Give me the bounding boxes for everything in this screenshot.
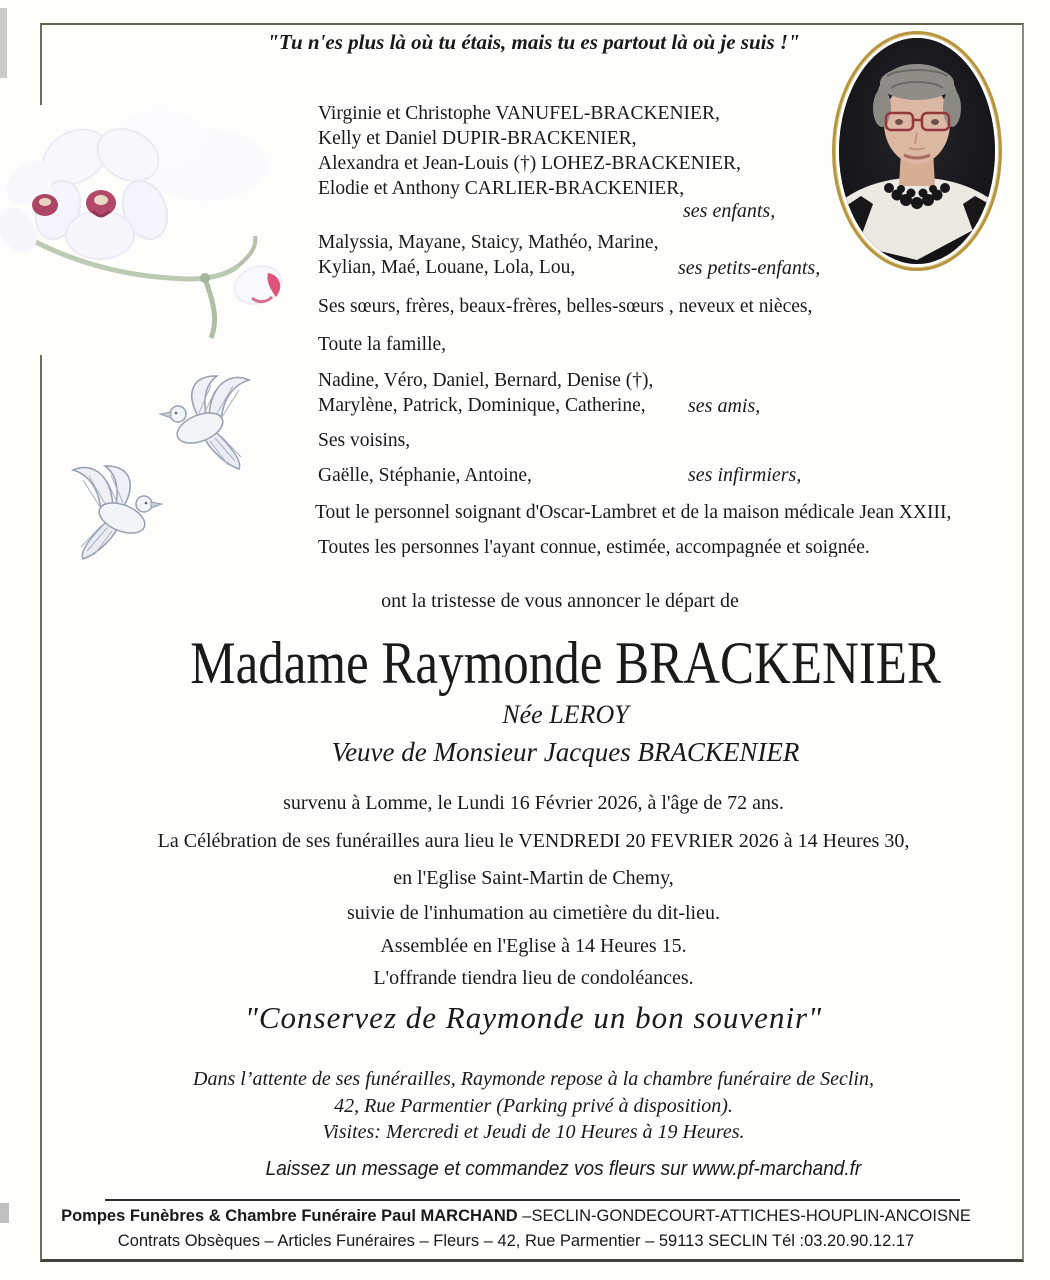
doves-art	[55, 373, 270, 565]
siblings-line: Ses sœurs, frères, beaux-frères, belles-sœurs , neveux et nièces,	[318, 296, 813, 317]
footer-company-name: Pompes Funèbres & Chambre Funéraire Paul MARCHAND	[61, 1207, 523, 1225]
orchid-art	[0, 105, 300, 355]
neighbors-line: Ses voisins,	[318, 430, 411, 451]
friends-line: Nadine, Véro, Daniel, Bernard, Denise (†),	[318, 370, 654, 391]
celebration-line: La Célébration de ses funérailles aura lieu le VENDREDI 20 FEVRIER 2026 à 14 Heures 30,	[157, 830, 910, 852]
children-line: Elodie et Anthony CARLIER-BRACKENIER,	[318, 178, 685, 199]
dove-upper	[160, 376, 249, 469]
children-label: ses enfants,	[683, 200, 776, 222]
dove-lower	[73, 466, 162, 559]
repose-line-2: 42, Rue Parmentier (Parking privé à disposition).	[334, 1095, 733, 1117]
children-line: Virginie et Christophe VANUFEL-BRACKENIER,	[318, 103, 720, 124]
opening-quote: "Tu n'es plus là où tu étais, mais tu es partout là où je suis !"	[267, 30, 800, 54]
friends-label: ses amis,	[688, 395, 761, 417]
grandchildren-line: Malyssia, Mayane, Staicy, Mathéo, Marine,	[318, 232, 659, 253]
footer-company-cities: –SECLIN-GONDECOURT-ATTICHES-HOUPLIN-ANCOISNE	[522, 1207, 971, 1225]
remembrance-motto: "Conservez de Raymonde un bon souvenir"	[244, 1000, 823, 1035]
friends-line: Marylène, Patrick, Dominique, Catherine,	[318, 395, 646, 416]
repose-line-1: Dans l’attente de ses funérailles, Raymonde repose à la chambre funéraire de Seclin,	[193, 1068, 874, 1090]
nurses-line: Gaëlle, Stéphanie, Antoine,	[318, 465, 532, 486]
portrait-photo	[839, 38, 995, 264]
maiden-name: Née LEROY	[502, 700, 629, 729]
footer-divider	[105, 1199, 960, 1201]
grandchildren-line: Kylian, Maé, Louane, Lola, Lou,	[318, 257, 576, 278]
care-staff-line: Tout le personnel soignant d'Oscar-Lambret et de la maison médicale Jean XXIII,	[315, 502, 952, 523]
children-line: Kelly et Daniel DUPIR-BRACKENIER,	[318, 128, 637, 149]
deceased-name-heading	[92, 632, 1039, 694]
offering-line: L'offrande tiendra lieu de condoléances.	[373, 967, 694, 989]
whole-family-line: Toute la famille,	[318, 334, 447, 355]
children-line: Alexandra et Jean-Louis (†) LOHEZ-BRACKENIER,	[318, 153, 741, 174]
death-details-line: survenu à Lomme, le Lundi 16 Février 2026, à l'âge de 72 ans.	[283, 792, 784, 814]
scan-edge-smudge-bottom	[0, 1203, 9, 1223]
portrait-oval	[832, 31, 1002, 271]
acquaintances-line-clipped: Toutes les personnes l'ayant connue, estimée, accompagnée et soignée.	[318, 537, 870, 557]
assembly-line: Assemblée en l'Eglise à 14 Heures 15.	[380, 935, 687, 957]
announcement-line: ont la tristesse de vous annoncer le départ de	[381, 590, 739, 612]
widow-line: Veuve de Monsieur Jacques BRACKENIER	[331, 737, 800, 767]
nurses-label: ses infirmiers,	[688, 464, 802, 486]
footer-services-line: Contrats Obsèques – Articles Funéraires – Fleurs – 42, Rue Parmentier – 59113 SECLIN Tél :03.20.90.12.17	[117, 1232, 915, 1250]
burial-line: suivie de l'inhumation au cimetière du dit-lieu.	[347, 902, 720, 924]
church-line: en l'Eglise Saint-Martin de Chemy,	[393, 867, 674, 889]
flowers-message-line	[90, 1158, 1037, 1181]
repose-line-3: Visites: Mercredi et Jeudi de 10 Heures à 19 Heures.	[322, 1121, 745, 1143]
scan-edge-smudge-top	[0, 8, 7, 78]
footer-company-line	[32, 1207, 1000, 1226]
flowers-message-text: Laissez un message et commandez vos fleurs sur www.pf-marchand.fr	[265, 1158, 862, 1180]
deceased-name-text: Madame Raymonde BRACKENIER	[190, 630, 941, 696]
grandchildren-label: ses petits-enfants,	[678, 257, 821, 279]
